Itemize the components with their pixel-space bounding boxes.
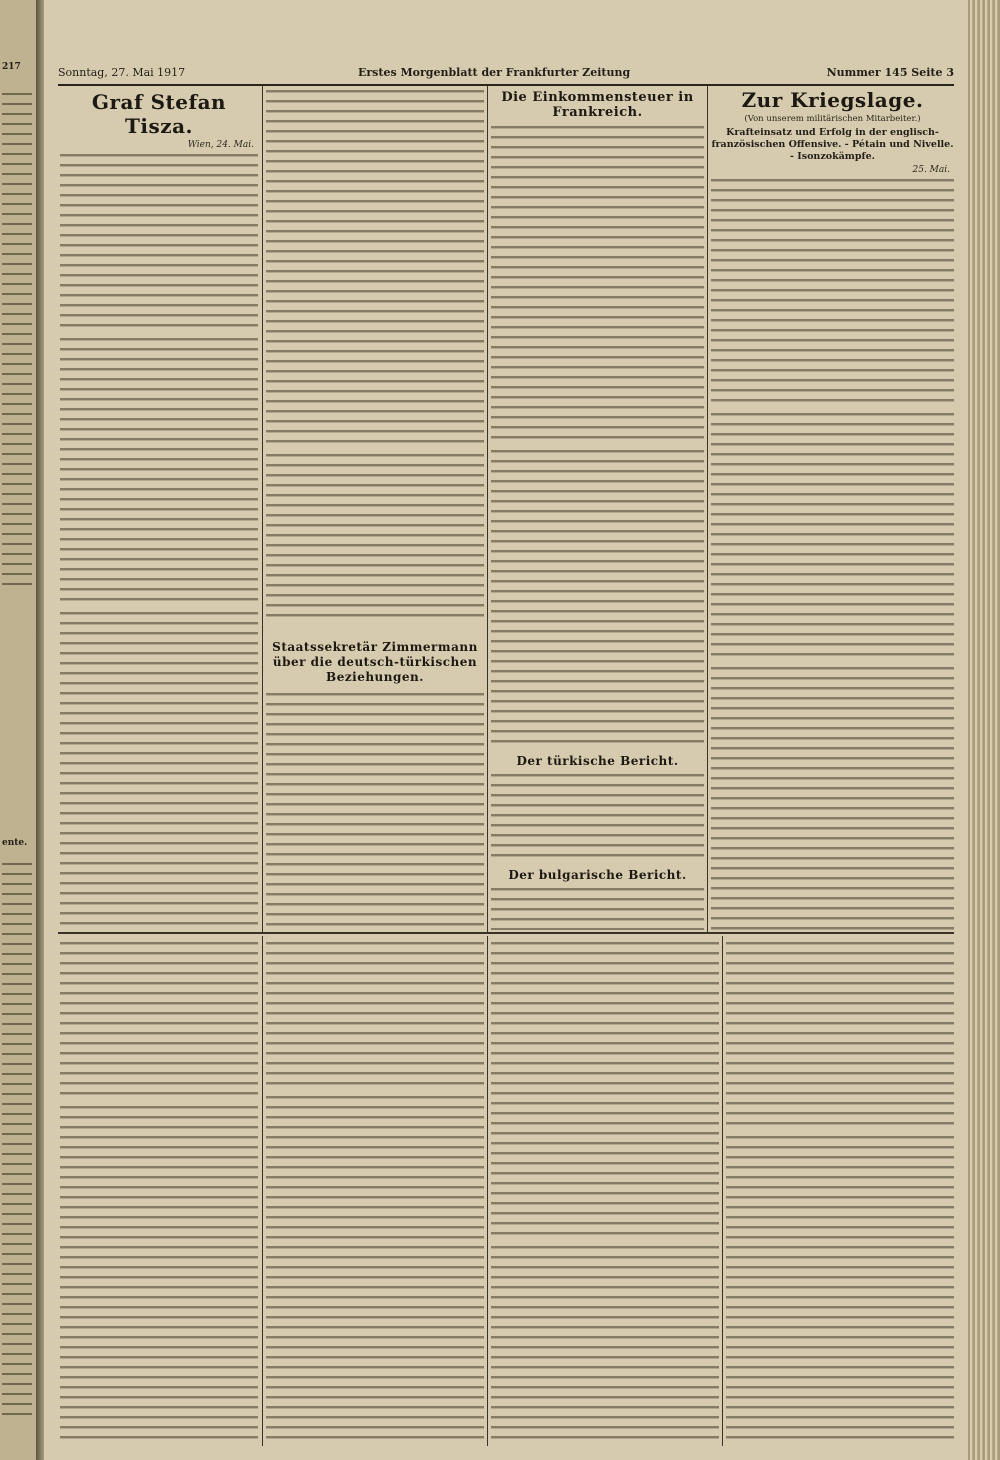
header-page-number: Nummer 145 Seite 3 (826, 66, 954, 79)
binding-shadow (36, 0, 44, 1460)
header-date: Sonntag, 27. Mai 1917 (58, 66, 186, 79)
article-body-lines (491, 124, 704, 444)
article-body-lines (491, 448, 704, 748)
column-rule (487, 936, 488, 1446)
feuilleton-column-1 (60, 940, 258, 1445)
column-rule (262, 936, 263, 1446)
article-body-lines (60, 610, 258, 930)
article-body-lines (711, 665, 954, 930)
article-body-lines (60, 336, 258, 606)
stub-page-number: 217 (2, 62, 21, 72)
feuilleton-body-lines (491, 1244, 719, 1444)
tuerkisch-title: Der türkische Bericht. (516, 754, 679, 768)
article-tisza (60, 90, 258, 930)
section-divider (58, 932, 954, 934)
article-einkommensteuer (491, 88, 704, 930)
article-body-lines (491, 772, 704, 862)
article-title: Graf Stefan Tisza. (91, 90, 227, 138)
bulgarisch-title: Der bulgarische Bericht. (508, 868, 687, 882)
column-rule (722, 936, 723, 1446)
column-rule (487, 86, 488, 932)
column-rule (262, 86, 263, 932)
article-title: Zur Kriegslage. (741, 88, 924, 112)
article-body-lines (491, 886, 704, 930)
column-rule (707, 86, 708, 932)
page-edges (968, 0, 1000, 1460)
article-body-lines (711, 177, 954, 407)
feuilleton-column-2 (266, 940, 484, 1445)
header-masthead: Erstes Morgenblatt der Frankfurter Zeitung (358, 66, 631, 79)
feuilleton-body-lines (266, 940, 484, 1090)
article-title: Die Einkommensteuer in Frankreich. (501, 90, 694, 120)
feuilleton-body-lines (60, 1104, 258, 1444)
feuilleton-body-lines (60, 940, 258, 1100)
feuilleton-column-4 (726, 940, 954, 1445)
article-byline: (Von unserem militärischen Mitarbeiter.) (744, 114, 921, 124)
feuilleton-body-lines (726, 1134, 954, 1444)
article-dateline: 25. Mai. (912, 165, 950, 175)
article-body-lines (266, 691, 484, 930)
feuilleton-body-lines (491, 940, 719, 1240)
stub-text-lines (2, 90, 32, 590)
article-kriegslage (711, 88, 954, 930)
article-body-lines (711, 411, 954, 661)
article-body-lines (266, 452, 484, 622)
article-dateline: Wien, 24. Mai. (187, 140, 254, 150)
feuilleton-column-3 (491, 940, 719, 1445)
article-subtitle: Krafteinsatz und Erfolg in der englisch-französischen Offensive. - Pétain und Nivelle. - Isonzokämpfe. (711, 127, 954, 162)
page-header (58, 62, 954, 86)
article-body-lines (60, 152, 258, 332)
article-body-lines (266, 88, 484, 448)
feuilleton-body-lines (266, 1094, 484, 1444)
article-tisza-continued (266, 88, 484, 930)
feuilleton-body-lines (726, 940, 954, 1130)
zimmermann-title: Staatssekretär Zimmermann über die deutsch-türkischen Beziehungen. (272, 640, 478, 684)
previous-page-stub (0, 0, 38, 1460)
stub-fragment: ente. (2, 838, 28, 848)
stub-text-lines-lower (2, 860, 32, 1420)
